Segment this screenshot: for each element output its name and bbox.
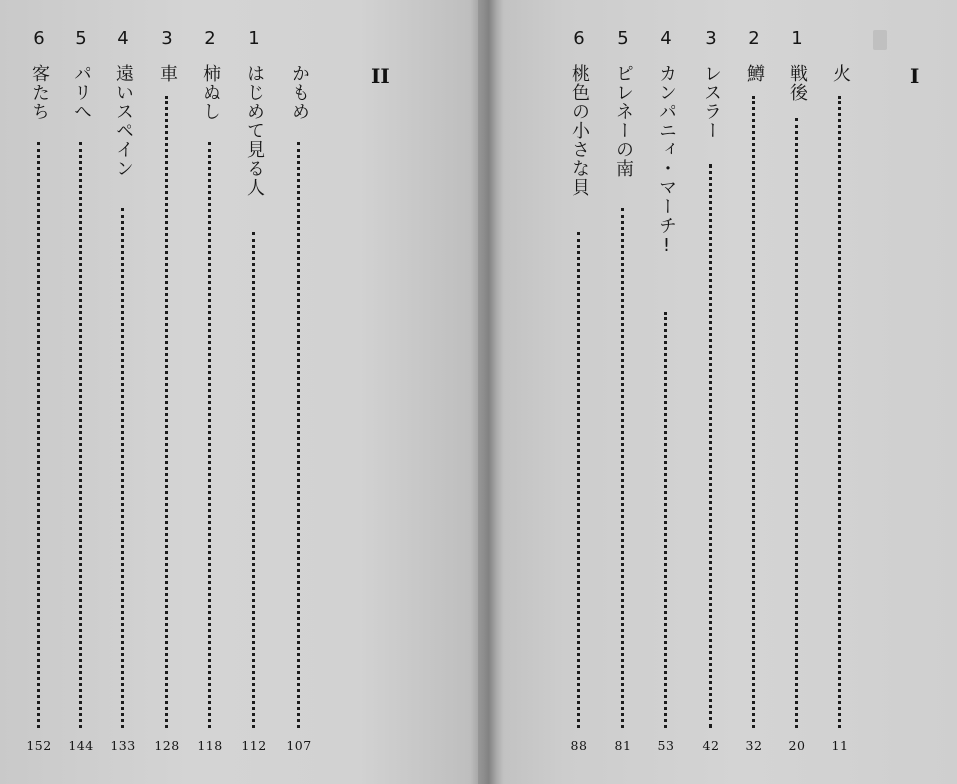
- chapter-number: 1: [248, 28, 260, 49]
- toc-entry: [155, 0, 179, 784]
- toc-entry: [699, 0, 723, 784]
- page-number: 128: [154, 738, 180, 753]
- chapter-title: 戦後: [787, 64, 808, 102]
- dot-leader: [752, 96, 755, 728]
- part-label-ii: II: [371, 64, 390, 88]
- part-label-i: I: [910, 64, 920, 88]
- chapter-title: 車: [157, 64, 178, 83]
- chapter-number: 4: [660, 28, 672, 49]
- toc-entry: [111, 0, 135, 784]
- chapter-title: パリへ: [71, 64, 92, 121]
- chapter-number: 6: [573, 28, 585, 49]
- chapter-title: 桃色の小さな貝: [569, 64, 590, 197]
- dot-leader: [121, 208, 124, 728]
- dot-leader: [165, 96, 168, 728]
- chapter-title: 遠いスペイン: [113, 64, 134, 178]
- toc-entry: [611, 0, 635, 784]
- toc-entry: [287, 0, 311, 784]
- page-number: 107: [286, 738, 312, 753]
- dot-leader: [208, 142, 211, 728]
- chapter-title: カンパニィ・マーチ!: [656, 64, 677, 257]
- chapter-number: 3: [161, 28, 173, 49]
- chapter-number: 6: [33, 28, 45, 49]
- page-number: 11: [831, 738, 849, 753]
- page-number: 112: [241, 738, 267, 753]
- page-number: 42: [702, 738, 720, 753]
- toc-entry: [567, 0, 591, 784]
- dot-leader: [577, 232, 580, 728]
- page-number: 20: [788, 738, 806, 753]
- toc-entry: [198, 0, 222, 784]
- chapter-title: 客たち: [29, 64, 50, 121]
- page-number: 118: [197, 738, 223, 753]
- chapter-title: はじめて見る人: [244, 64, 265, 197]
- dot-leader: [297, 142, 300, 728]
- chapter-number: 5: [617, 28, 629, 49]
- page-number: 53: [657, 738, 675, 753]
- page-number: 152: [26, 738, 52, 753]
- chapter-title: ピレネーの南: [613, 64, 634, 178]
- dot-leader: [252, 232, 255, 728]
- chapter-number: 2: [204, 28, 216, 49]
- dot-leader: [621, 208, 624, 728]
- dot-leader: [79, 142, 82, 728]
- dot-leader: [795, 118, 798, 728]
- dot-leader: [838, 96, 841, 728]
- toc-entry: [785, 0, 809, 784]
- page-number: 144: [68, 738, 94, 753]
- toc-entry: [69, 0, 93, 784]
- toc-entry: [242, 0, 266, 784]
- toc-entry: [654, 0, 678, 784]
- chapter-title: 鱒: [744, 64, 765, 83]
- left-page: [0, 0, 478, 784]
- chapter-number: 5: [75, 28, 87, 49]
- chapter-title: 柿ぬし: [200, 64, 221, 121]
- page-number: 32: [745, 738, 763, 753]
- chapter-title: かもめ: [289, 64, 310, 121]
- toc-entry: [828, 0, 852, 784]
- chapter-number: 1: [791, 28, 803, 49]
- chapter-number: 3: [705, 28, 717, 49]
- chapter-number: 4: [117, 28, 129, 49]
- chapter-title: 火: [830, 64, 851, 83]
- right-page: [478, 0, 957, 784]
- page-number: 133: [110, 738, 136, 753]
- faint-show-through-mark: [873, 30, 887, 50]
- chapter-number: 2: [748, 28, 760, 49]
- toc-entry: [27, 0, 51, 784]
- chapter-title: レスラー: [701, 64, 722, 140]
- dot-leader: [709, 164, 712, 728]
- toc-entry: [742, 0, 766, 784]
- dot-leader: [37, 142, 40, 728]
- dot-leader: [664, 312, 667, 728]
- page-number: 88: [570, 738, 588, 753]
- page-number: 81: [614, 738, 632, 753]
